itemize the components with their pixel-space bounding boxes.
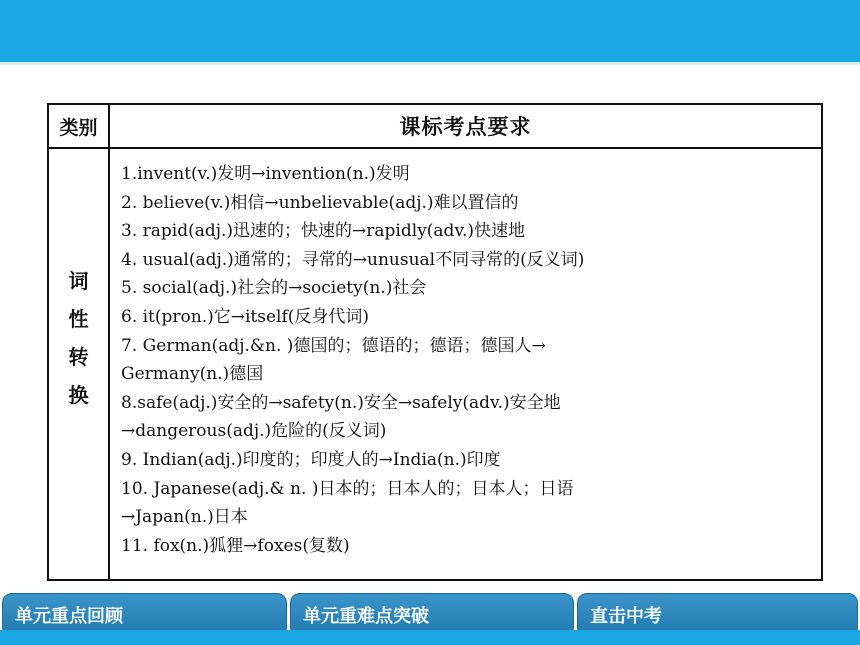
category-char: 词 [68, 269, 89, 293]
header-divider-line [49, 147, 821, 149]
footer-strip [0, 630, 860, 645]
content-line: 11. fox(n.)狐狸→foxes(复数) [121, 535, 350, 556]
content-line: →Japan(n.)日本 [121, 507, 248, 528]
category-char: 换 [68, 383, 89, 407]
content-line: 4. usual(adj.)通常的；寻常的→unusual不同寻常的(反义词) [121, 249, 585, 270]
category-header: 类别 [59, 116, 98, 139]
content-line: Germany(n.)德国 [121, 364, 264, 385]
requirement-header: 课标考点要求 [399, 115, 532, 139]
content-line: 2. believe(v.)相信→unbelievable(adj.)难以置信的 [121, 192, 519, 213]
content-line: 8.safe(adj.)安全的→safety(n.)安全→safely(adv.)安全地 [121, 392, 561, 413]
content-line: 6. it(pron.)它→itself(反身代词) [121, 306, 370, 327]
content-line: →dangerous(adj.)危险的(反义词) [121, 421, 387, 442]
tab-unit-review[interactable]: 单元重点回顾 [2, 593, 287, 637]
vocab-table [47, 103, 823, 581]
category-char: 性 [68, 307, 89, 331]
content-line: 7. German(adj.&n. )德国的；德语的；德语；德国人→ [121, 335, 546, 356]
content-line: 5. social(adj.)社会的→society(n.)社会 [121, 278, 427, 299]
tab-key-difficulties[interactable]: 单元重难点突破 [290, 593, 574, 637]
tab-exam-focus[interactable]: 直击中考 [577, 593, 858, 637]
header-divider [0, 62, 860, 65]
column-divider [108, 105, 110, 579]
category-cell [49, 149, 108, 579]
content-line: 1.invent(v.)发明→invention(n.)发明 [121, 164, 410, 184]
category-char: 转 [68, 345, 89, 369]
content-line: 3. rapid(adj.)迅速的；快速的→rapidly(adv.)快速地 [121, 221, 526, 242]
header-bar [0, 0, 860, 62]
requirement-content [121, 160, 811, 560]
content-line: 10. Japanese(adj.& n. )日本的；日本人的；日本人；日语 [121, 478, 574, 499]
content-line: 9. Indian(adj.)印度的；印度人的→India(n.)印度 [121, 449, 501, 470]
